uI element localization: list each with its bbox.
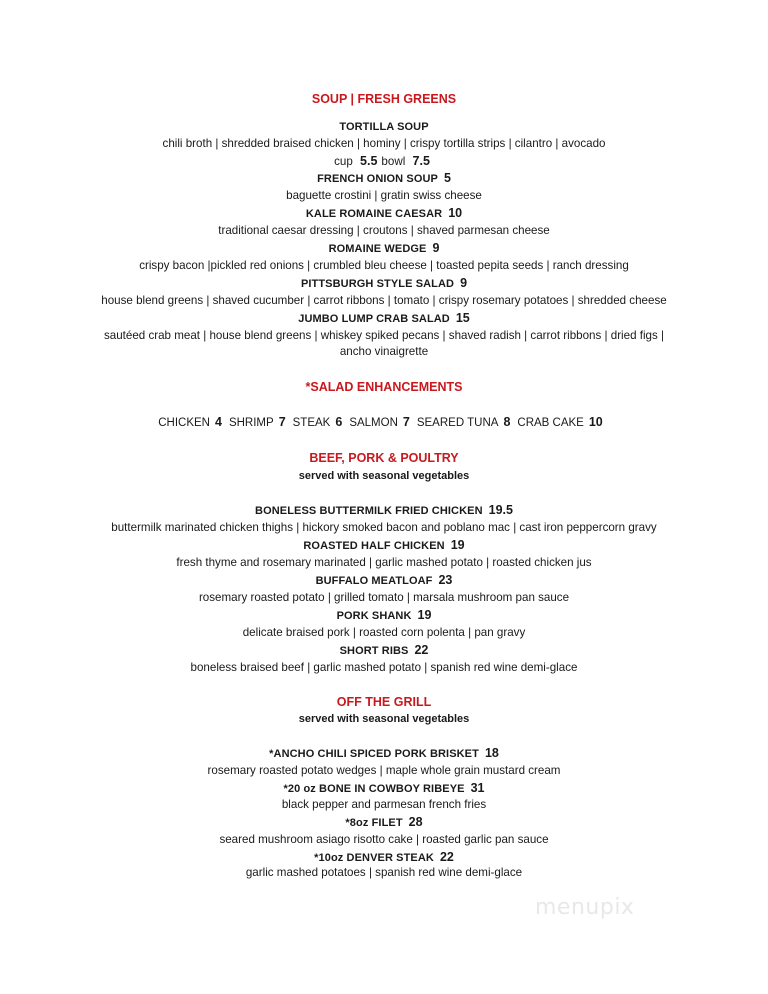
item-price: 15 [455, 311, 470, 325]
item-name: *20 oz BONE IN COWBOY RIBEYE [283, 783, 465, 795]
item-name: FRENCH ONION SOUP [317, 173, 438, 185]
enh-price: 10 [588, 415, 603, 429]
section-subtitle: served with seasonal vegetables [298, 470, 470, 482]
item-desc: rosemary roasted potato | grilled tomato | marsala mushroom pan sauce [198, 591, 570, 604]
item-name: SHORT RIBS [339, 645, 409, 657]
enh-price: 7 [278, 415, 286, 429]
item-price: 18 [484, 746, 499, 760]
item-name: PITTSBURGH STYLE SALAD [300, 278, 455, 290]
item-desc: crispy bacon |pickled red onions | crumbled bleu cheese | toasted pepita seeds | ranch dressing [139, 259, 629, 272]
item-price: 19.5 [488, 503, 513, 517]
cup-label: cup [334, 155, 353, 168]
menu-item-kale-caesar [0, 206, 768, 221]
enh-name: STEAK [292, 417, 331, 429]
bowl-price: 7.5 [412, 154, 430, 168]
item-name: BUFFALO MEATLOAF [315, 575, 433, 587]
enh-price: 7 [402, 415, 410, 429]
section-title-soup: SOUP | FRESH GREENS [311, 92, 457, 106]
enh-name: SALMON [349, 417, 398, 429]
enh-name: SEARED TUNA [416, 417, 499, 429]
item-price: 22 [414, 643, 429, 657]
section-title-beef: BEEF, PORK & POULTRY [309, 451, 459, 465]
item-desc: fresh thyme and rosemary marinated | garlic mashed potato | roasted chicken jus [176, 556, 592, 569]
menu-item-pork-brisket [0, 746, 768, 761]
item-desc: chili broth | shredded braised chicken | hominy | crispy tortilla strips | cilantro | avocado [162, 137, 606, 150]
item-price: 19 [417, 608, 432, 622]
item-desc: rosemary roasted potato wedges | maple whole grain mustard cream [207, 764, 561, 777]
enh-name: CHICKEN [158, 417, 210, 429]
enh-price: 6 [335, 415, 343, 429]
item-price: 9 [460, 276, 468, 290]
item-name: *10oz DENVER STEAK [314, 852, 434, 864]
item-desc: house blend greens | shaved cucumber | carrot ribbons | tomato | crispy rosemary potatoes | shredded cheese [101, 294, 667, 307]
enh-price: 8 [503, 415, 511, 429]
menu-item-filet [0, 815, 768, 830]
enh-price: 4 [215, 415, 222, 429]
menu-item-fried-chicken [0, 503, 768, 518]
item-desc: seared mushroom asiago risotto cake | roasted garlic pan sauce [219, 833, 549, 846]
menu-item-denver-steak [0, 850, 768, 865]
watermark-logo: menupix [535, 895, 635, 920]
menu-item-meatloaf [0, 573, 768, 588]
item-name: KALE ROMAINE CAESAR [305, 208, 443, 220]
enh-name: SHRIMP [228, 417, 274, 429]
menu-item-ribeye [0, 781, 768, 796]
item-name: BONELESS BUTTERMILK FRIED CHICKEN [255, 505, 483, 517]
section-title-enhancements: *SALAD ENHANCEMENTS [305, 380, 463, 394]
item-price: 31 [470, 781, 485, 795]
menu-item-pittsburgh-salad [0, 276, 768, 291]
menu-item-french-onion [0, 171, 768, 186]
item-desc-cont: ancho vinaigrette [339, 345, 429, 358]
enh-name: CRAB CAKE [517, 417, 584, 429]
item-price: 22 [439, 850, 454, 864]
item-name: TORTILLA SOUP [339, 121, 429, 133]
item-name: JUMBO LUMP CRAB SALAD [298, 313, 450, 325]
menu-item-crab-salad [0, 311, 768, 326]
cup-price: 5.5 [360, 154, 378, 168]
section-title-grill: OFF THE GRILL [336, 695, 432, 709]
item-desc: traditional caesar dressing | croutons | shaved parmesan cheese [218, 224, 550, 237]
item-desc: delicate braised pork | roasted corn polenta | pan gravy [242, 626, 526, 639]
item-price: 23 [438, 573, 453, 587]
item-desc: black pepper and parmesan french fries [281, 798, 487, 811]
item-desc: buttermilk marinated chicken thighs | hickory smoked bacon and poblano mac | cast iron peppercorn gravy [111, 521, 657, 534]
menu-item-romaine-wedge [0, 241, 768, 256]
item-price: 5 [443, 171, 451, 185]
item-name: ROASTED HALF CHICKEN [303, 540, 445, 552]
item-desc: sautéed crab meat | house blend greens | whiskey spiked pecans | shaved radish | carrot ribbons | dried figs | [103, 329, 665, 342]
menu-item-short-ribs [0, 643, 768, 658]
menu-item-tortilla-soup [0, 120, 768, 134]
menu-item-pork-shank [0, 608, 768, 623]
menu-item-half-chicken [0, 538, 768, 553]
item-name: PORK SHANK [336, 610, 412, 622]
item-desc: boneless braised beef | garlic mashed potato | spanish red wine demi-glace [190, 661, 578, 674]
item-price: 10 [448, 206, 463, 220]
item-name: ROMAINE WEDGE [328, 243, 427, 255]
item-price: 28 [408, 815, 423, 829]
item-desc: baguette crostini | gratin swiss cheese [286, 189, 482, 202]
tortilla-sizes [0, 154, 768, 169]
item-desc: garlic mashed potatoes | spanish red wine demi-glace [245, 866, 523, 879]
enhancements-row [0, 415, 768, 430]
item-name: *8oz FILET [345, 817, 403, 829]
item-price: 19 [450, 538, 465, 552]
bowl-label: bowl [381, 155, 406, 168]
item-name: *ANCHO CHILI SPICED PORK BRISKET [269, 748, 479, 760]
item-price: 9 [432, 241, 440, 255]
section-subtitle: served with seasonal vegetables [298, 713, 470, 725]
